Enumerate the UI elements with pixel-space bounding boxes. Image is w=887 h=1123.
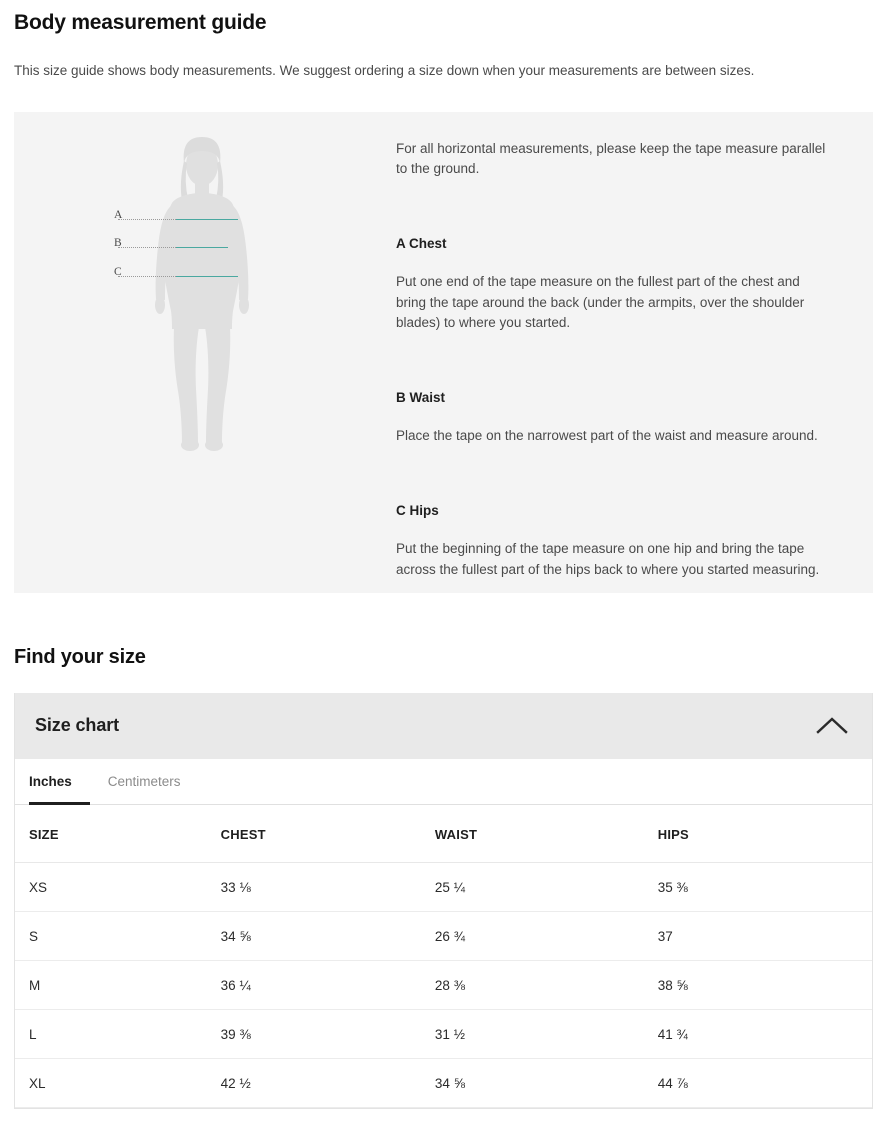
column-header-size: SIZE: [15, 805, 221, 863]
figure-column: [14, 112, 382, 593]
cell-size: S: [15, 911, 221, 960]
size-guide-page: [0, 11, 887, 1109]
section-heading-chest: A Chest: [396, 236, 447, 252]
lead-instruction: For all horizontal measurements, please keep the tape measure parallel to the ground.: [396, 140, 826, 177]
column-header-hips: HIPS: [658, 805, 872, 863]
table-row: [15, 862, 872, 911]
size-chart-title: Size chart: [35, 715, 120, 736]
cell-size: XL: [15, 1058, 221, 1107]
guide-intro-text: This size guide shows body measurements. We suggest ordering a size down when your measurements are between sizes.: [14, 63, 755, 78]
cell-size: XS: [15, 862, 221, 911]
unit-tabs[interactable]: [15, 759, 872, 805]
cell-chest: 39 ⅜: [221, 1009, 435, 1058]
table-row: [15, 1009, 872, 1058]
section-heading-waist: B Waist: [396, 390, 446, 406]
marker-letter-a: A: [114, 208, 123, 221]
table-row: [15, 911, 872, 960]
cell-size: M: [15, 960, 221, 1009]
section-body-waist: Place the tape on the narrowest part of the waist and measure around.: [396, 428, 818, 444]
table-header-row: [15, 805, 872, 863]
cell-size: L: [15, 1009, 221, 1058]
cell-hips: 37: [658, 911, 872, 960]
section-body-chest: Put one end of the tape measure on the fullest part of the chest and bring the tape around the back (under the armpits, over the shoulder blades) to where you started.: [396, 274, 805, 330]
marker-letter-c: C: [114, 265, 122, 278]
cell-waist: 34 ⅝: [435, 1058, 658, 1107]
measurement-panel: [14, 112, 873, 593]
cell-chest: 33 ⅛: [221, 862, 435, 911]
column-header-chest: CHEST: [221, 805, 435, 863]
marker-letter-b: B: [114, 236, 122, 249]
tab-centimeters[interactable]: Centimeters: [107, 773, 181, 789]
cell-hips: 41 ¾: [658, 1009, 872, 1058]
cell-chest: 34 ⅝: [221, 911, 435, 960]
cell-waist: 25 ¼: [435, 862, 658, 911]
column-header-waist: WAIST: [435, 805, 658, 863]
table-row: [15, 960, 872, 1009]
size-chart-table: [15, 805, 872, 1108]
tab-inches[interactable]: Inches: [29, 759, 90, 805]
chevron-up-icon[interactable]: [814, 708, 850, 744]
size-chart-header[interactable]: [15, 693, 872, 759]
cell-waist: 28 ⅜: [435, 960, 658, 1009]
cell-hips: 44 ⅞: [658, 1058, 872, 1107]
cell-chest: 36 ¼: [221, 960, 435, 1009]
cell-hips: 35 ⅜: [658, 862, 872, 911]
section-heading-hips: C Hips: [396, 503, 439, 519]
find-your-size-title: Find your size: [14, 645, 146, 668]
cell-waist: 26 ¾: [435, 911, 658, 960]
cell-chest: 42 ½: [221, 1058, 435, 1107]
cell-waist: 31 ½: [435, 1009, 658, 1058]
section-body-hips: Put the beginning of the tape measure on one hip and bring the tape across the fullest part of the hips back to where you started measuring.: [396, 541, 820, 577]
page-title: Body measurement guide: [14, 11, 267, 34]
body-figure-illustration: [102, 137, 302, 457]
cell-hips: 38 ⅝: [658, 960, 872, 1009]
size-chart-card: [14, 693, 873, 1109]
measurement-instructions: [382, 112, 873, 580]
table-row: [15, 1058, 872, 1107]
